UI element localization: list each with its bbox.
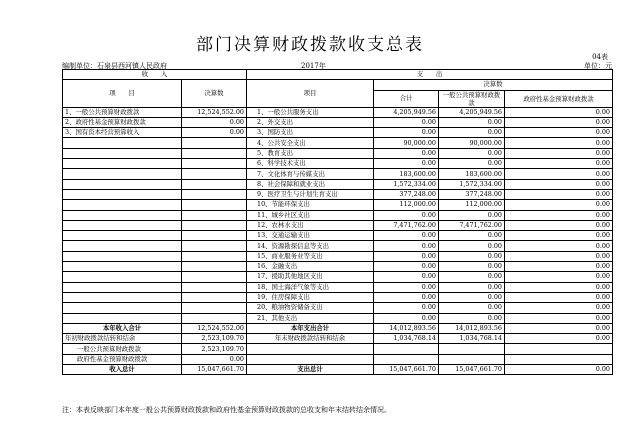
income-value-cell [182,210,247,220]
expense-general-cell: 0.00 [439,159,505,169]
expense-total-cell: 0.00 [374,292,439,302]
income-total-label: 本年收入合计 [63,323,182,333]
income-item-header: 项 目 [63,80,182,107]
table-row [63,200,613,210]
income-value-cell [182,231,247,241]
table-row [63,159,613,169]
income-value-cell [182,313,247,323]
expense-total-cell: 0.00 [374,272,439,282]
table-row [63,282,613,292]
income-value-cell [182,220,247,230]
expense-total-cell: 0.00 [374,231,439,241]
income-item-cell [63,262,182,272]
expense-item-cell: 4、公共安全支出 [247,138,374,148]
expense-fund-cell: 0.00 [505,272,613,282]
expense-fund-cell: 0.00 [505,210,613,220]
expense-fund-cell: 0.00 [505,220,613,230]
expense-item-cell: 18、国土海洋气象等支出 [247,282,374,292]
expense-budget-header: 决算数 [374,80,613,90]
expense-total-general: 14,012,893.56 [439,323,505,333]
carry-out-general: 1,034,768.14 [439,334,505,344]
expense-fund-cell: 0.00 [505,117,613,127]
table-row [63,117,613,127]
income-item-cell [63,210,182,220]
income-value-cell [182,292,247,302]
income-value-cell [182,272,247,282]
expense-item-cell: 13、交通运输支出 [247,231,374,241]
carry-out-fund: 0.00 [505,334,613,344]
empty-cell [374,344,439,354]
expense-item-cell: 16、金融支出 [247,262,374,272]
income-item-cell [63,169,182,179]
table-row [63,220,613,230]
carry-in-fund-value: 0.00 [182,354,247,364]
expense-item-cell: 7、文化体育与传媒支出 [247,169,374,179]
income-total-value: 12,524,552.00 [182,323,247,333]
table-row [63,251,613,261]
expense-fund-cell: 0.00 [505,251,613,261]
income-item-cell [63,231,182,241]
income-item-cell [63,272,182,282]
expense-general-cell: 0.00 [439,148,505,158]
expense-header: 支 出 [247,70,613,80]
general-header: 一般公共预算财政拨款 [439,90,505,107]
expense-general-cell: 0.00 [439,292,505,302]
table-row [63,313,613,323]
income-item-cell: 2、政府性基金预算财政拨款 [63,117,182,127]
income-item-cell [63,292,182,302]
expense-general-cell: 1,572,334.00 [439,179,505,189]
empty-cell [505,354,613,364]
expense-fund-cell: 0.00 [505,159,613,169]
income-item-cell [63,189,182,199]
income-header: 收 入 [63,70,247,80]
income-value-cell [182,200,247,210]
expense-general-cell: 0.00 [439,272,505,282]
table-row [63,148,613,158]
expense-fund-cell: 0.00 [505,169,613,179]
expense-general-cell: 0.00 [439,231,505,241]
income-item-cell [63,148,182,158]
expense-total-cell: 1,572,334.00 [374,179,439,189]
expense-total-cell: 0.00 [374,313,439,323]
income-budget-header: 决算数 [182,80,247,107]
expense-fund-cell: 0.00 [505,292,613,302]
income-item-cell [63,138,182,148]
table-row [63,169,613,179]
expense-item-cell: 2、外交支出 [247,117,374,127]
empty-cell [439,344,505,354]
expense-fund-cell: 0.00 [505,313,613,323]
expense-item-header: 项目 [247,80,374,107]
expense-item-cell: 21、其他支出 [247,313,374,323]
income-item-cell [63,313,182,323]
grand-out-value: 15,047,661.70 [374,365,439,375]
expense-total-value: 14,012,893.56 [374,323,439,333]
expense-general-cell: 0.00 [439,303,505,313]
expense-total-cell: 0.00 [374,148,439,158]
expense-item-cell: 20、粮油物资储备支出 [247,303,374,313]
expense-total-cell: 112,000.00 [374,200,439,210]
empty-cell [505,344,613,354]
expense-item-cell: 19、住房保障支出 [247,292,374,302]
total-header: 合计 [374,90,439,107]
income-value-cell [182,179,247,189]
expense-item-cell: 12、农林水支出 [247,220,374,230]
expense-fund-cell: 0.00 [505,107,613,117]
carry-in-value: 2,523,109.70 [182,334,247,344]
table-row [63,138,613,148]
grand-in-value: 15,047,661.70 [182,365,247,375]
expense-general-cell: 0.00 [439,128,505,138]
income-value-cell: 12,524,552.00 [182,107,247,117]
compiling-unit: 编制单位：石泉县西河镇人民政府 [62,62,167,70]
expense-item-cell: 9、医疗卫生与计划生育支出 [247,189,374,199]
expense-general-cell: 0.00 [439,251,505,261]
income-value-cell [182,189,247,199]
carry-row [63,334,613,344]
expense-item-cell: 8、社会保障和就业支出 [247,179,374,189]
expense-item-cell: 3、国防支出 [247,128,374,138]
expense-item-cell: 14、资源勘探信息等支出 [247,241,374,251]
header-row-1 [63,70,613,80]
total-row [63,323,613,333]
grand-total-row [63,365,613,375]
grand-out-label: 支出总计 [247,365,374,375]
carry-out-value: 1,034,768.14 [374,334,439,344]
income-item-cell [63,251,182,261]
expense-item-cell: 5、教育支出 [247,148,374,158]
income-value-cell [182,303,247,313]
expense-item-cell: 6、科学技术支出 [247,159,374,169]
expense-total-cell: 0.00 [374,159,439,169]
table-row [63,262,613,272]
income-item-cell: 1、一般公共预算财政拨款 [63,107,182,117]
income-value-cell [182,169,247,179]
income-value-cell [182,251,247,261]
expense-fund-cell: 0.00 [505,231,613,241]
table-row [63,231,613,241]
expense-total-cell: 0.00 [374,117,439,127]
expense-fund-cell: 0.00 [505,148,613,158]
expense-total-label: 本年支出合计 [247,323,374,333]
expense-fund-cell: 0.00 [505,282,613,292]
money-unit: 单位：元 [584,62,612,70]
expense-fund-cell: 0.00 [505,303,613,313]
income-item-cell [63,179,182,189]
expense-item-cell: 1、一般公共服务支出 [247,107,374,117]
footnote: 注：本表反映部门本年度一般公共预算财政拨款和政府性基金预算财政拨款的总收支和年末结转结余情况。 [62,406,391,414]
empty-cell [439,354,505,364]
income-value-cell [182,282,247,292]
income-item-cell [63,303,182,313]
table-row [63,107,613,117]
table-row [63,210,613,220]
expense-total-cell: 0.00 [374,251,439,261]
income-value-cell [182,262,247,272]
expense-fund-cell: 0.00 [505,138,613,148]
expense-total-fund: 0.00 [505,323,613,333]
expense-total-cell: 377,248.00 [374,189,439,199]
expense-general-cell: 377,248.00 [439,189,505,199]
expense-total-cell: 0.00 [374,262,439,272]
expense-item-cell: 15、商业服务业等支出 [247,251,374,261]
carry-out-label: 年末财政拨款结转和结余 [247,334,374,344]
expense-total-cell: 7,471,762.00 [374,220,439,230]
table-row [63,303,613,313]
expense-total-cell: 0.00 [374,241,439,251]
expense-general-cell: 7,471,762.00 [439,220,505,230]
expense-general-cell: 0.00 [439,262,505,272]
expense-general-cell: 0.00 [439,117,505,127]
expense-fund-cell: 0.00 [505,128,613,138]
income-value-cell [182,159,247,169]
table-row [63,272,613,282]
carry-in-general-row [63,344,613,354]
expense-fund-cell: 0.00 [505,241,613,251]
expense-general-cell: 0.00 [439,313,505,323]
carry-in-fund-row [63,354,613,364]
expense-total-cell: 90,000.00 [374,138,439,148]
empty-cell [374,354,439,364]
table-row [63,292,613,302]
income-value-cell: 0.00 [182,128,247,138]
table-row [63,189,613,199]
income-item-cell [63,159,182,169]
income-value-cell: 0.00 [182,117,247,127]
income-item-cell [63,200,182,210]
report-title: 部门决算财政拨款收支总表 [196,35,424,55]
expense-general-cell: 0.00 [439,210,505,220]
expense-general-cell: 0.00 [439,241,505,251]
income-item-cell [63,220,182,230]
carry-in-general-label: 一般公共预算财政拨款 [63,344,182,354]
expense-general-cell: 4,205,949.56 [439,107,505,117]
empty-cell [247,354,374,364]
expense-fund-cell: 0.00 [505,179,613,189]
fund-header: 政府性基金预算财政拨款 [505,90,613,107]
expense-item-cell: 17、援助其他地区支出 [247,272,374,282]
income-value-cell [182,138,247,148]
carry-in-general-value: 2,523,109.70 [182,344,247,354]
grand-out-fund: 0.00 [505,365,613,375]
income-value-cell [182,241,247,251]
income-value-cell [182,148,247,158]
expense-fund-cell: 0.00 [505,262,613,272]
expense-total-cell: 0.00 [374,210,439,220]
expense-general-cell: 112,000.00 [439,200,505,210]
budget-table [62,69,613,375]
expense-item-cell: 11、城乡社区支出 [247,210,374,220]
expense-total-cell: 4,205,949.56 [374,107,439,117]
report-year: 2017年 [301,62,326,70]
table-row [63,179,613,189]
expense-total-cell: 0.00 [374,128,439,138]
grand-in-label: 收入总计 [63,365,182,375]
expense-fund-cell: 0.00 [505,189,613,199]
grand-out-general: 15,047,661.70 [439,365,505,375]
empty-cell [247,344,374,354]
expense-general-cell: 90,000.00 [439,138,505,148]
income-item-cell: 3、国有资本经营预算收入 [63,128,182,138]
income-item-cell [63,282,182,292]
expense-total-cell: 0.00 [374,282,439,292]
table-row [63,128,613,138]
expense-total-cell: 183,600.00 [374,169,439,179]
income-item-cell [63,241,182,251]
expense-general-cell: 183,600.00 [439,169,505,179]
carry-in-label: 年初财政拨款结转和结余 [63,334,182,344]
header-row-2 [63,80,613,90]
expense-total-cell: 0.00 [374,303,439,313]
carry-in-fund-label: 政府性基金预算财政拨款 [63,354,182,364]
expense-item-cell: 10、节能环保支出 [247,200,374,210]
form-number: 04表 [592,53,608,61]
table-row [63,241,613,251]
expense-fund-cell: 0.00 [505,200,613,210]
expense-general-cell: 0.00 [439,282,505,292]
